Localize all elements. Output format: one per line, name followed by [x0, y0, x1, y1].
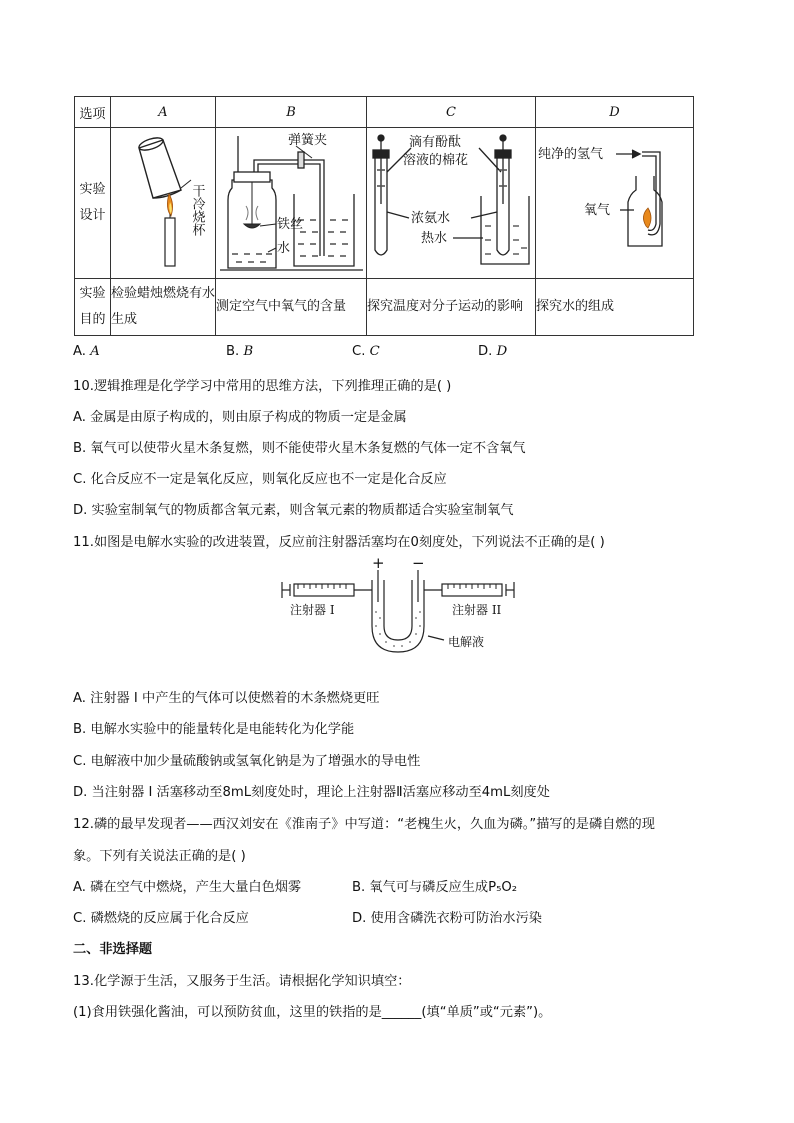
minus-terminal: − — [412, 556, 425, 572]
fig-c-cotton-label-1: 滴有酚酞 — [409, 135, 462, 150]
header-b: B — [216, 97, 367, 128]
q10-option-a[interactable]: A. 金属是由原子构成的，则由原子构成的物质一定是金属 — [73, 410, 407, 425]
fig-b-water-label: 水 — [277, 241, 291, 256]
electrolysis-figure — [268, 556, 526, 656]
section-heading: 二、非选择题 — [73, 942, 153, 957]
figure-a — [111, 128, 216, 279]
hydrogen-flame — [643, 208, 651, 228]
fig-b-clip-label: 弹簧夹 — [288, 133, 328, 148]
purpose-b: 测定空气中氧气的含量 — [216, 279, 367, 336]
experiment-table — [74, 96, 694, 336]
candle-flame — [167, 194, 172, 216]
candle — [165, 218, 175, 266]
q11-option-b[interactable]: B. 电解水实验中的能量转化是电能转化为化学能 — [73, 722, 355, 737]
header-option: 选项 — [75, 97, 111, 128]
purpose-a: 检验蜡烛燃烧有水生成 — [111, 279, 216, 336]
q11-option-a[interactable]: A. 注射器 I 中产生的气体可以使燃着的木条燃烧更旺 — [73, 691, 380, 706]
table-header-row — [75, 97, 694, 128]
figure-c — [367, 128, 536, 279]
q10-option-b[interactable]: B. 氧气可以使带火星木条复燃，则不能使带火星木条复燃的气体一定不含氧气 — [73, 441, 526, 456]
fig-c-hot-water-label: 热水 — [421, 231, 448, 246]
q11-option-c[interactable]: C. 电解液中加少量硫酸钠或氢氧化钠是为了增强水的导电性 — [73, 754, 421, 769]
q13-sub1: (1)食用铁强化酱油，可以预防贫血，这里的铁指的是______(填“单质”或“元素”)。 — [73, 1005, 552, 1020]
header-d: D — [536, 97, 694, 128]
q10-option-d[interactable]: D. 实验室制氧气的物质都含氧元素，则含氧元素的物质都适合实验室制氧气 — [73, 503, 514, 518]
q12-option-c[interactable]: C. 磷燃烧的反应属于化合反应 — [73, 911, 249, 926]
q11-option-d[interactable]: D. 当注射器 I 活塞移动至8mL刻度处时，理论上注射器Ⅱ活塞应移动至4mL刻度处 — [73, 785, 550, 800]
q12-stem-line1: 12.磷的最早发现者——西汉刘安在《淮南子》中写道：“老槐生火，久血为磷。”描写的是磷自燃的现 — [73, 817, 655, 832]
q9-option-b[interactable]: B. B — [226, 344, 254, 359]
fig-c-cotton-label-2: 溶液的棉花 — [403, 153, 469, 168]
q11-stem: 11.如图是电解水实验的改进装置，反应前注射器活塞均在0刻度处，下列说法不正确的是( ) — [73, 535, 605, 550]
fig-a-label: 干冷烧杯 — [189, 184, 205, 236]
fig-d-oxygen-label: 氧气 — [584, 203, 611, 218]
syringe-1-label: 注射器 I — [290, 603, 335, 617]
header-a: A — [111, 97, 216, 128]
q9-option-c[interactable]: C. C — [352, 344, 380, 359]
figure-b — [216, 128, 367, 279]
row-label-purpose: 实验目的 — [75, 279, 111, 336]
q10-option-c[interactable]: C. 化合反应不一定是氧化反应，则氧化反应也不一定是化合反应 — [73, 472, 447, 487]
electrolyte-label: 电解液 — [448, 635, 485, 649]
plus-terminal: + — [372, 556, 385, 572]
fig-d-hydrogen-label: 纯净的氢气 — [538, 147, 604, 162]
purpose-c: 探究温度对分子运动的影响 — [367, 279, 536, 336]
gas-jar — [628, 176, 662, 246]
q12-option-a[interactable]: A. 磷在空气中燃烧，产生大量白色烟雾 — [73, 880, 302, 895]
table-design-row — [75, 128, 694, 279]
q13-stem: 13.化学源于生活，又服务于生活。请根据化学知识填空： — [73, 974, 411, 989]
q9-option-a[interactable]: A. A — [73, 344, 100, 359]
purpose-d: 探究水的组成 — [536, 279, 694, 336]
q12-stem-line2: 象。下列有关说法正确的是( ) — [73, 849, 246, 864]
syringe-2-label: 注射器 II — [452, 603, 502, 617]
spring-clip — [298, 152, 304, 168]
q12-option-d[interactable]: D. 使用含磷洗衣粉可防治水污染 — [352, 911, 542, 926]
q10-stem: 10.逻辑推理是化学学习中常用的思维方法，下列推理正确的是( ) — [73, 379, 452, 394]
q12-option-b[interactable]: B. 氧气可与磷反应生成P₅O₂ — [352, 880, 518, 895]
header-c: C — [367, 97, 536, 128]
row-label-design: 实验设计 — [75, 128, 111, 279]
inverted-beaker — [138, 135, 181, 198]
fig-b-wire-label: 铁丝 — [277, 217, 304, 232]
q9-option-d[interactable]: D. D — [478, 344, 508, 359]
figure-d — [536, 128, 694, 279]
table-purpose-row — [75, 279, 694, 336]
fig-c-ammonia-label: 浓氨水 — [411, 211, 451, 226]
